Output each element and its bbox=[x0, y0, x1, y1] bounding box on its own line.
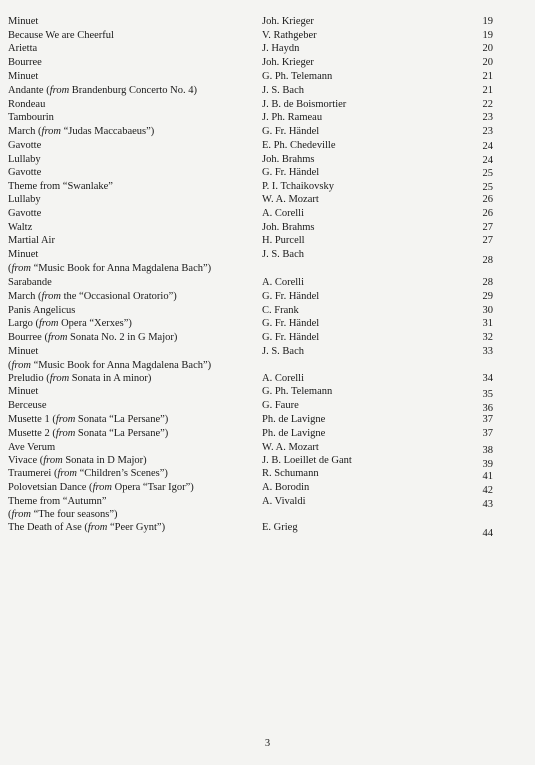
page-ref: 36 bbox=[482, 403, 493, 414]
composer-name: A. Corelli bbox=[262, 277, 304, 288]
composer-name: Joh. Brahms bbox=[262, 154, 315, 165]
toc-entry bbox=[0, 234, 535, 247]
title-text: Minuet bbox=[8, 346, 39, 357]
composer-name: E. Grieg bbox=[262, 522, 298, 533]
toc-entry bbox=[0, 290, 535, 303]
page-ref: 23 bbox=[482, 112, 493, 123]
title-italic-word: from bbox=[11, 360, 31, 371]
composer-name: W. A. Mozart bbox=[262, 442, 319, 453]
page-ref: 33 bbox=[482, 346, 493, 357]
page-ref: 20 bbox=[482, 43, 493, 54]
page-ref: 41 bbox=[482, 471, 493, 482]
toc-entry bbox=[0, 207, 535, 220]
toc-entry bbox=[0, 454, 535, 470]
title-italic-word: from bbox=[87, 522, 108, 533]
toc-entry bbox=[0, 125, 535, 138]
page-ref: 42 bbox=[482, 485, 493, 496]
page-ref: 23 bbox=[482, 126, 493, 137]
page-ref: 28 bbox=[482, 255, 493, 266]
title-italic-word: from bbox=[92, 482, 113, 493]
page-ref: 19 bbox=[482, 16, 493, 27]
piece-title bbox=[8, 467, 168, 480]
title-text: Arietta bbox=[8, 43, 38, 54]
composer-name: C. Frank bbox=[262, 305, 299, 316]
page-ref: 25 bbox=[482, 168, 493, 179]
page-ref: 37 bbox=[482, 428, 493, 439]
composer-name: H. Purcell bbox=[262, 235, 305, 246]
composer-name: A. Borodin bbox=[262, 482, 310, 493]
composer-name: J. B. de Boismortier bbox=[262, 99, 347, 110]
title-italic-word: from bbox=[41, 126, 61, 137]
title-text: Largo ( bbox=[8, 318, 40, 329]
title-text: Because We are Cheerful bbox=[8, 30, 114, 41]
title-text: Sarabande bbox=[8, 277, 52, 288]
composer-name: G. Ph. Telemann bbox=[262, 386, 333, 397]
toc-entry bbox=[0, 193, 535, 206]
toc-entry bbox=[0, 495, 535, 508]
title-text: Theme from “Autumn” bbox=[8, 496, 107, 507]
page-ref: 43 bbox=[482, 499, 493, 510]
title-text: Musette 2 ( bbox=[8, 428, 56, 439]
toc-entry bbox=[0, 441, 535, 454]
composer-name: Ph. de Lavigne bbox=[262, 414, 326, 425]
composer-name: E. Ph. Chedeville bbox=[262, 140, 336, 151]
composer-name: R. Schumann bbox=[262, 468, 319, 479]
piece-title bbox=[8, 290, 177, 303]
composer-name: G. Fr. Händel bbox=[262, 332, 320, 343]
piece-title bbox=[8, 345, 38, 358]
title-text: Sonata “La Persane”) bbox=[75, 414, 169, 425]
piece-title bbox=[8, 221, 32, 234]
title-italic-word: from bbox=[41, 291, 61, 302]
toc-entry bbox=[0, 248, 535, 266]
title-text: Andante ( bbox=[8, 85, 50, 96]
title-text: Sonata “La Persane”) bbox=[75, 428, 169, 439]
title-text: Sonata in A minor) bbox=[69, 373, 152, 384]
title-italic-word: from bbox=[43, 455, 63, 466]
piece-title bbox=[8, 111, 54, 124]
page-ref: 37 bbox=[482, 414, 493, 425]
title-italic-word: from bbox=[55, 428, 76, 439]
piece-title bbox=[8, 42, 37, 55]
title-text: Gavotte bbox=[8, 208, 42, 219]
title-text: Berceuse bbox=[8, 400, 47, 411]
title-text: Minuet bbox=[8, 386, 39, 397]
title-text: Musette 1 ( bbox=[8, 414, 56, 425]
title-italic-word: from bbox=[57, 468, 77, 479]
title-text: “Children’s Scenes”) bbox=[76, 468, 168, 479]
toc-entry bbox=[0, 413, 535, 426]
piece-title bbox=[8, 441, 55, 454]
toc-entry bbox=[0, 317, 535, 330]
title-text: Sonata No. 2 in G Major) bbox=[67, 332, 178, 343]
piece-title bbox=[8, 180, 113, 193]
composer-name: G. Fr. Händel bbox=[262, 291, 320, 302]
title-text: Tambourin bbox=[8, 112, 54, 123]
piece-title bbox=[8, 262, 211, 275]
toc-entry bbox=[0, 139, 535, 152]
toc-entry bbox=[0, 372, 535, 385]
title-text: the “Occasional Oratorio”) bbox=[60, 291, 177, 302]
composer-name: G. Fr. Händel bbox=[262, 126, 320, 137]
title-text: Brandenburg Concerto No. 4) bbox=[69, 85, 197, 96]
title-italic-word: from bbox=[49, 373, 70, 384]
page-ref: 31 bbox=[482, 318, 493, 329]
piece-title bbox=[8, 70, 38, 83]
toc-entry bbox=[0, 262, 535, 275]
page-ref: 24 bbox=[482, 141, 493, 152]
title-text: Polovetsian Dance ( bbox=[8, 482, 93, 493]
page-ref: 21 bbox=[482, 85, 493, 96]
composer-name: A. Corelli bbox=[262, 373, 304, 384]
composer-name: G. Faure bbox=[262, 400, 299, 411]
toc-entry bbox=[0, 385, 535, 398]
title-text: Vivace ( bbox=[8, 455, 44, 466]
title-italic-word: from bbox=[49, 85, 70, 96]
composer-name: G. Fr. Händel bbox=[262, 167, 320, 178]
piece-title bbox=[8, 84, 197, 97]
title-text: March ( bbox=[8, 291, 42, 302]
composer-name: J. S. Bach bbox=[262, 346, 304, 357]
title-text: Theme from “Swanlake” bbox=[8, 181, 113, 192]
piece-title bbox=[8, 15, 38, 28]
piece-title bbox=[8, 331, 177, 344]
title-text: Waltz bbox=[8, 222, 33, 233]
page-ref: 27 bbox=[482, 235, 493, 246]
title-text: Minuet bbox=[8, 249, 39, 260]
page-ref: 35 bbox=[482, 389, 493, 400]
toc-entry bbox=[0, 221, 535, 234]
title-text: Ave Verum bbox=[8, 442, 56, 453]
toc-entry bbox=[0, 467, 535, 480]
composer-name: G. Fr. Händel bbox=[262, 318, 320, 329]
composer-name: Joh. Krieger bbox=[262, 57, 314, 68]
page-number: 3 bbox=[264, 738, 271, 749]
title-text: “Music Book for Anna Magdalena Bach”) bbox=[30, 360, 212, 371]
piece-title bbox=[8, 481, 194, 494]
title-text: Minuet bbox=[8, 16, 39, 27]
title-italic-word: from bbox=[11, 263, 31, 274]
title-text: Bourree bbox=[8, 57, 42, 68]
piece-title bbox=[8, 495, 107, 508]
title-text: Opera “Xerxes”) bbox=[58, 318, 132, 329]
piece-title bbox=[8, 207, 41, 220]
piece-title bbox=[8, 399, 46, 412]
toc-entry bbox=[0, 399, 535, 412]
composer-name: J. Ph. Rameau bbox=[262, 112, 323, 123]
composer-name: V. Rathgeber bbox=[262, 30, 317, 41]
piece-title bbox=[8, 153, 41, 166]
title-text: Traumerei ( bbox=[8, 468, 58, 479]
piece-title bbox=[8, 454, 147, 467]
composer-name: P. I. Tchaikovsky bbox=[262, 181, 334, 192]
title-italic-word: from bbox=[11, 509, 31, 520]
title-text: Gavotte bbox=[8, 140, 42, 151]
piece-title bbox=[8, 359, 211, 372]
toc-entry bbox=[0, 29, 535, 42]
composer-name: Joh. Brahms bbox=[262, 222, 315, 233]
toc-entry bbox=[0, 276, 535, 289]
composer-name: J. S. Bach bbox=[262, 85, 304, 96]
title-text: Preludio ( bbox=[8, 373, 50, 384]
title-italic-word: from bbox=[47, 332, 68, 343]
piece-title bbox=[8, 385, 38, 398]
title-text: Martial Air bbox=[8, 235, 55, 246]
title-text: Panis Angelicus bbox=[8, 305, 76, 316]
title-text: Bourree ( bbox=[8, 332, 48, 343]
page-ref: 34 bbox=[482, 373, 493, 384]
piece-title bbox=[8, 98, 45, 111]
title-text: Lullaby bbox=[8, 194, 41, 205]
toc-entry bbox=[0, 56, 535, 69]
title-text: “Peer Gynt”) bbox=[107, 522, 166, 533]
page-ref: 44 bbox=[482, 528, 493, 539]
composer-name: G. Ph. Telemann bbox=[262, 71, 333, 82]
title-italic-word: from bbox=[55, 414, 76, 425]
page-ref: 38 bbox=[482, 445, 493, 456]
page-ref: 27 bbox=[482, 222, 493, 233]
piece-title bbox=[8, 508, 118, 521]
page-ref: 24 bbox=[482, 155, 493, 166]
page-ref: 22 bbox=[482, 99, 493, 110]
title-text: “Music Book for Anna Magdalena Bach”) bbox=[30, 263, 212, 274]
toc-entry bbox=[0, 42, 535, 55]
piece-title bbox=[8, 427, 168, 440]
toc-entry bbox=[0, 304, 535, 317]
toc-entry bbox=[0, 427, 535, 440]
title-text: Sonata in D Major) bbox=[62, 455, 147, 466]
piece-title bbox=[8, 248, 38, 261]
toc-entry bbox=[0, 98, 535, 111]
toc-entry bbox=[0, 111, 535, 124]
piece-title bbox=[8, 56, 42, 69]
page-ref: 30 bbox=[482, 305, 493, 316]
piece-title bbox=[8, 413, 168, 426]
page-ref: 28 bbox=[482, 277, 493, 288]
page-ref: 26 bbox=[482, 194, 493, 205]
piece-title bbox=[8, 139, 41, 152]
page-ref: 39 bbox=[482, 459, 493, 470]
piece-title bbox=[8, 276, 52, 289]
toc-entry bbox=[0, 345, 535, 358]
composer-name: J. Haydn bbox=[262, 43, 300, 54]
toc-entry bbox=[0, 166, 535, 179]
composer-name: J. S. Bach bbox=[262, 249, 304, 260]
piece-title bbox=[8, 304, 75, 317]
piece-title bbox=[8, 372, 151, 385]
toc-entry bbox=[0, 84, 535, 97]
title-text: “Judas Maccabaeus”) bbox=[60, 126, 155, 137]
piece-title bbox=[8, 317, 132, 330]
toc-entry bbox=[0, 153, 535, 166]
toc-entry bbox=[0, 180, 535, 193]
toc-entry bbox=[0, 15, 535, 28]
title-text: ( bbox=[8, 509, 12, 520]
toc-entry bbox=[0, 508, 535, 521]
page-ref: 19 bbox=[482, 30, 493, 41]
toc-entry bbox=[0, 70, 535, 83]
composer-name: Joh. Krieger bbox=[262, 16, 314, 27]
title-text: Gavotte bbox=[8, 167, 42, 178]
title-text: Rondeau bbox=[8, 99, 46, 110]
piece-title bbox=[8, 29, 114, 42]
title-text: March ( bbox=[8, 126, 42, 137]
piece-title bbox=[8, 521, 165, 534]
toc-entry bbox=[0, 481, 535, 494]
composer-name: W. A. Mozart bbox=[262, 194, 319, 205]
page-ref: 25 bbox=[482, 182, 493, 193]
title-text: Opera “Tsar Igor”) bbox=[112, 482, 194, 493]
composer-name: A. Vivaldi bbox=[262, 496, 306, 507]
title-text: ( bbox=[8, 263, 12, 274]
page-ref: 20 bbox=[482, 57, 493, 68]
composer-name: Ph. de Lavigne bbox=[262, 428, 326, 439]
page-ref: 29 bbox=[482, 291, 493, 302]
toc-entry bbox=[0, 521, 535, 539]
title-text: ( bbox=[8, 360, 12, 371]
piece-title bbox=[8, 166, 41, 179]
title-italic-word: from bbox=[39, 318, 59, 329]
piece-title bbox=[8, 193, 41, 206]
toc-entry bbox=[0, 359, 535, 372]
page-ref: 32 bbox=[482, 332, 493, 343]
title-text: “The four seasons”) bbox=[30, 509, 118, 520]
composer-name: A. Corelli bbox=[262, 208, 304, 219]
page-ref: 21 bbox=[482, 71, 493, 82]
title-text: Minuet bbox=[8, 71, 39, 82]
title-text: Lullaby bbox=[8, 154, 41, 165]
composer-name: J. B. Loeillet de Gant bbox=[262, 455, 352, 466]
toc-entry bbox=[0, 331, 535, 344]
title-text: The Death of Ase ( bbox=[8, 522, 88, 533]
page-ref: 26 bbox=[482, 208, 493, 219]
piece-title bbox=[8, 125, 154, 138]
piece-title bbox=[8, 234, 55, 247]
